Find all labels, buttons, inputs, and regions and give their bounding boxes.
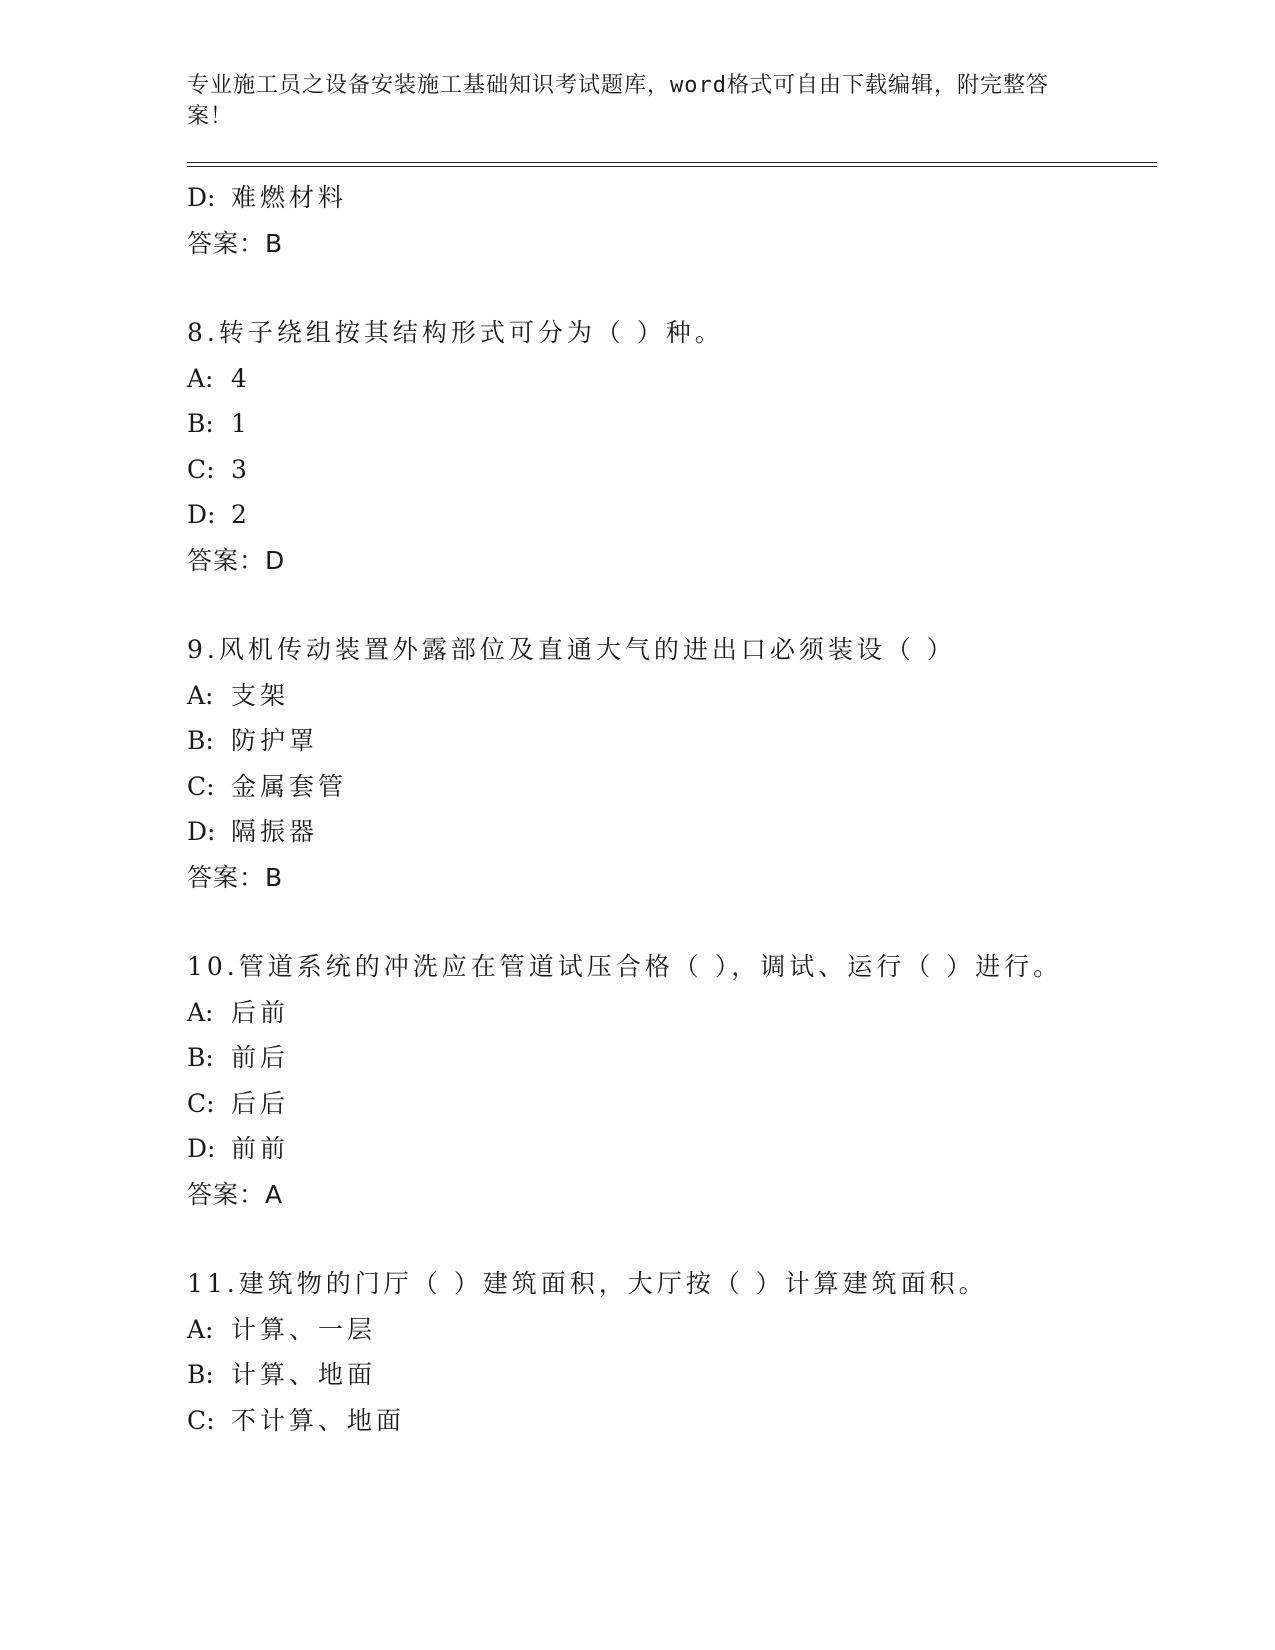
option-text: 计算、一层: [231, 1314, 377, 1344]
rule-line: [187, 166, 1157, 167]
option-row: [187, 1126, 1157, 1172]
question-spacer: [187, 266, 1157, 310]
option-text: 后后: [231, 1088, 290, 1118]
option-text: 难燃材料: [231, 183, 348, 212]
answer-line: 答案：D: [187, 545, 286, 575]
option-label: D:: [187, 500, 216, 529]
option-label: B:: [187, 726, 214, 755]
option-text: 前前: [231, 1134, 290, 1163]
option-text: 3: [231, 454, 251, 484]
option-label: D:: [187, 1134, 216, 1163]
option-row: [187, 1307, 1157, 1353]
option-text: 2: [231, 500, 251, 529]
option-label: C:: [187, 1088, 215, 1118]
option-text: 计算、地面: [231, 1360, 377, 1389]
option-row: [187, 1081, 1157, 1127]
option-text: 4: [231, 363, 251, 393]
question-spacer: [187, 1217, 1157, 1261]
question-fragment: [187, 175, 1157, 266]
question-block: [187, 944, 1157, 1217]
option-text: 支架: [231, 680, 290, 710]
option-label: B:: [187, 1360, 214, 1389]
question-stem: 11.建筑物的门厅（ ）建筑面积，大厅按（ ）计算建筑面积。: [187, 1269, 988, 1298]
answer-line: 答案：A: [187, 1179, 284, 1209]
document-page: [187, 70, 1157, 1443]
option-label: A:: [187, 680, 214, 710]
option-row: [187, 492, 1157, 538]
answer-line: 答案：B: [187, 228, 284, 258]
question-stem: 10.管道系统的冲洗应在管道试压合格（ ），调试、运行（ ）进行。: [187, 952, 1063, 981]
option-label: C:: [187, 771, 215, 801]
option-label: D:: [187, 817, 216, 846]
option-row: [187, 447, 1157, 493]
option-label: A:: [187, 1314, 214, 1344]
option-row: [187, 673, 1157, 719]
option-label: A:: [187, 997, 214, 1027]
answer-line: 答案：B: [187, 862, 284, 892]
question-spacer: [187, 583, 1157, 627]
question-block: [187, 1261, 1157, 1443]
option-text: 1: [231, 409, 251, 438]
option-label: B:: [187, 409, 214, 438]
option-row: [187, 1035, 1157, 1081]
option-text: 隔振器: [231, 817, 319, 846]
option-text: 后前: [231, 997, 290, 1027]
option-label: C:: [187, 454, 215, 484]
option-row: [187, 764, 1157, 810]
question-block: [187, 310, 1157, 583]
option-text: 不计算、地面: [231, 1405, 406, 1435]
option-row: [187, 1398, 1157, 1444]
option-row: [187, 718, 1157, 764]
option-row: [187, 356, 1157, 402]
question-spacer: [187, 900, 1157, 944]
option-label: A:: [187, 363, 214, 393]
header-double-rule: [187, 162, 1157, 167]
option-text: 前后: [231, 1043, 290, 1072]
option-text: 防护罩: [231, 726, 319, 755]
question-stem: 9.风机传动装置外露部位及直通大气的进出口必须装设（ ）: [187, 635, 956, 664]
option-label: B:: [187, 1043, 214, 1072]
rule-line: [187, 162, 1157, 163]
option-row: [187, 175, 1157, 221]
question-stem: 8.转子绕组按其结构形式可分为（ ）种。: [187, 318, 724, 347]
option-row: [187, 809, 1157, 855]
question-list: [187, 266, 1157, 1443]
document-header: 专业施工员之设备安装施工基础知识考试题库，word格式可自由下载编辑，附完整答案！: [187, 73, 1049, 129]
option-text: 金属套管: [231, 771, 348, 801]
option-row: [187, 990, 1157, 1036]
option-row: [187, 401, 1157, 447]
option-label: C:: [187, 1405, 215, 1435]
option-label: D:: [187, 183, 216, 212]
option-row: [187, 1352, 1157, 1398]
question-block: [187, 627, 1157, 900]
